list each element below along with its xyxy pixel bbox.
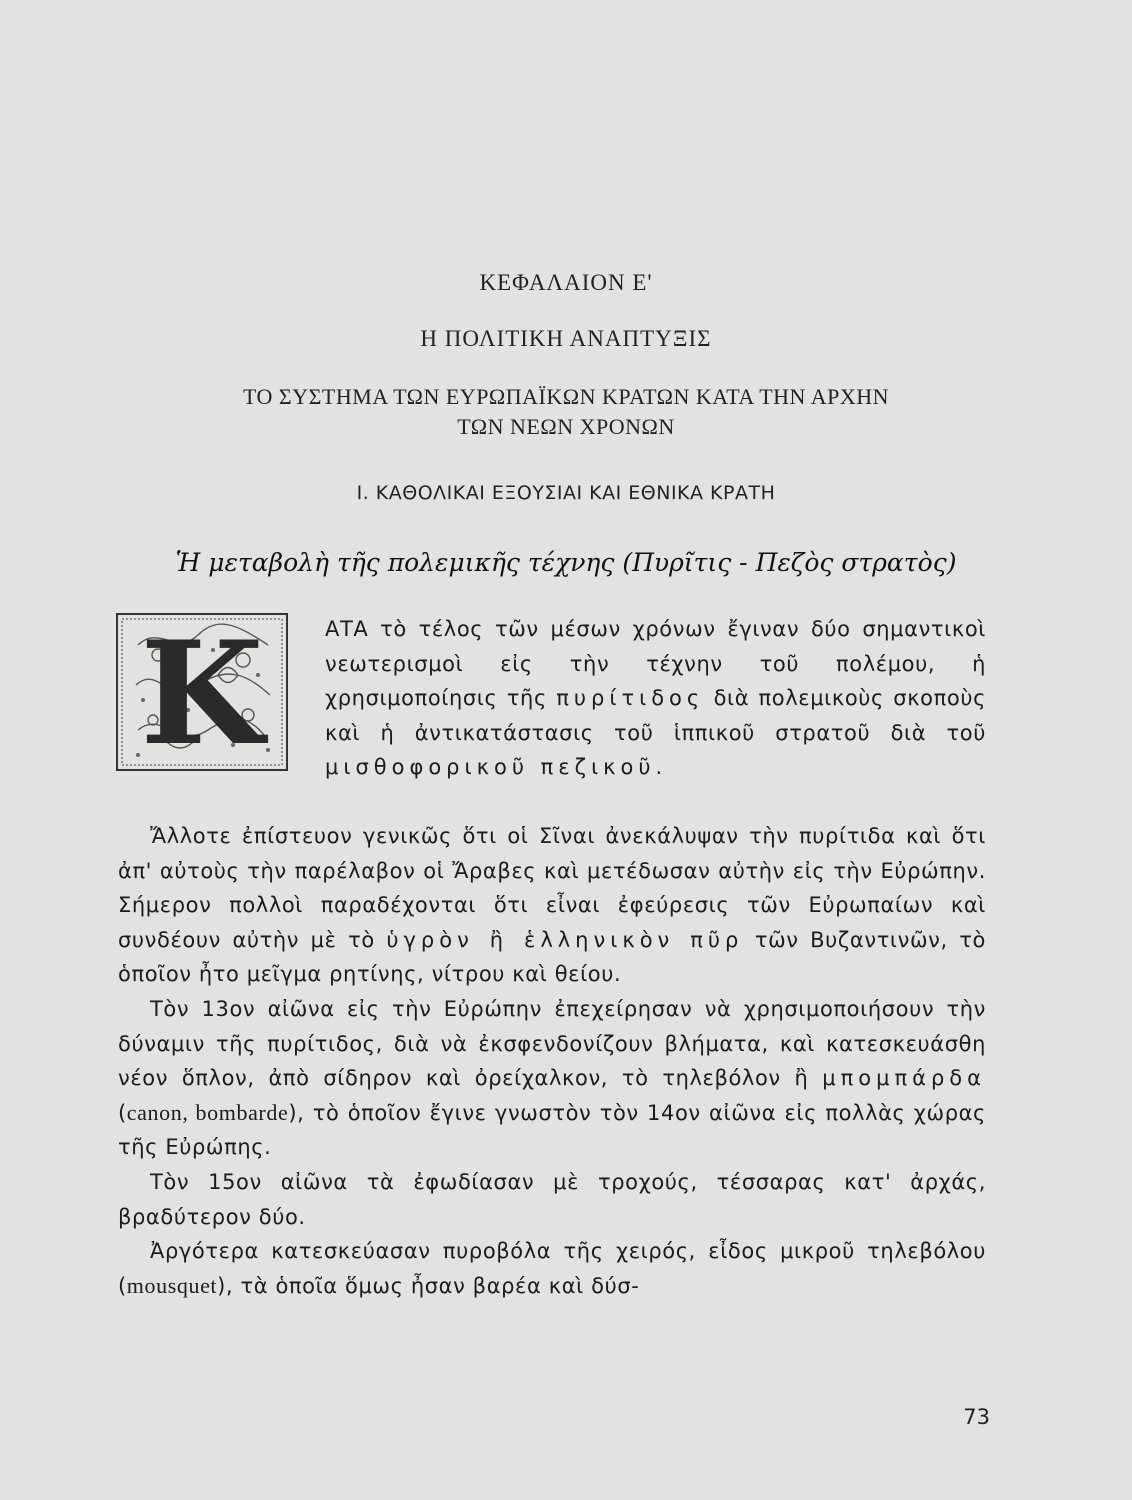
chapter-title: Η ΠΟΛΙΤΙΚΗ ΑΝΑΠΤΥΞΙΣ [420,326,712,351]
paragraph-3-part-e: ), τὸ ὁποῖον ἔγινε γνωστὸν τὸν 14ον αἰῶνα εἰς πολλὰς χώρας τῆς Εὐρώπης. [118,1100,986,1160]
page-number: 73 [963,1405,990,1429]
paragraph-3-emphasis-bombard: μπομπάρδα [822,1066,986,1091]
paragraph-3-part-a: Τὸν 13ον αἰῶνα εἰς τὴν Εὐρώπην ἐπεχείρησαν νὰ χρησιμοποιήσουν τὴν δύναμιν τῆς πυρίτιδος, διὰ νὰ ἐκσφενδονίζουν βλήματα, καὶ κατεσκευάσθη νέον ὅπλον, ἀπὸ σίδηρον καὶ ὀρείχαλκον, τὸ τηλεβόλον ἢ [118,996,986,1091]
paragraph-1-emphasis-infantry: μισθοφορικοῦ πεζικοῦ. [325,755,668,780]
chapter-subtitle-line-1: ΤΟ ΣΥΣΤΗΜΑ ΤΩΝ ΕΥΡΩΠΑΪΚΩΝ ΚΡΑΤΩΝ ΚΑΤΑ ΤΗΝ ΑΡΧΗΝ [243,384,889,409]
section-subheading: Ἡ μεταβολὴ τῆς πολεμικῆς τέχνης (Πυρῖτις - Πεζὸς στρατὸς) [175,548,957,577]
paragraph-5 [118,1234,986,1303]
paragraph-5-latin-term: mousquet [126,1272,218,1298]
chapter-label: ΚΕΦΑΛΑΙΟΝ Ε' [479,270,653,295]
main-text [118,819,986,1303]
paragraph-1-part-a: ΑΤΑ τὸ τέλος τῶν μέσων χρόνων ἔγιναν δύο σημαντικοὶ νεωτερισμοὶ εἰς τὴν τέχνην τοῦ πολέμου, ἡ χρησιμοποίησις τῆς [325,617,986,711]
chapter-subtitle [0,382,1132,442]
paragraph-2-emphasis-greek-fire: ὑγρὸν ἢ ἑλληνικὸν πῦρ [386,927,744,952]
section-heading: Ι. ΚΑΘΟΛΙΚΑΙ ΕΞΟΥΣΙΑΙ ΚΑΙ ΕΘΝΙΚΑ ΚΡΑΤΗ [356,482,776,504]
chapter-subtitle-line-2: ΤΩΝ ΝΕΩΝ ΧΡΟΝΩΝ [457,414,675,439]
paragraph-5-part-c: ), τὰ ὁποῖα ὅμως ἦσαν βαρέα καὶ δύσ- [217,1273,640,1298]
paragraph-4: Τὸν 15ον αἰῶνα τὰ ἐφωδίασαν μὲ τροχούς, τέσσαρας κατ' ἀρχάς, βραδύτερον δύο. [118,1169,986,1229]
ornamental-dropcap [116,611,288,777]
dropcap-letter: Κ [140,611,264,777]
paragraph-1-part-c: διὰ πολεμικοὺς σκοποὺς καὶ ἡ ἀντικατάστασις τοῦ ἱππικοῦ στρατοῦ διὰ τοῦ [325,686,987,745]
paragraph-5-part-a: Ἀργότερα κατεσκεύασαν πυροβόλα τῆς χειρός, εἶδος μικροῦ τηλεβόλου ( [118,1239,986,1298]
paragraph-3 [118,992,986,1165]
paragraph-2-part-a: Ἄλλοτε ἐπίστευον γενικῶς ὅτι οἱ Σῖναι ἀνεκάλυψαν τὴν πυρίτιδα καὶ ὅτι ἀπ' αὐτοὺς τὴν παρέλαβον οἱ Ἄραβες καὶ μετέδωσαν αὐτὴν εἰς τὴν Εὐρώπην. Σήμερον πολλοὶ παραδέχονται ὅτι εἶναι ἐφεύρεσις τῶν Εὐρωπαίων καὶ συνδέουν αὐτὴν μὲ τὸ [118,824,986,952]
paragraph-1-emphasis-gunpowder: πυρίτιδος [556,686,705,711]
paragraph-3-part-b: ( [118,1100,127,1125]
paragraph-2 [118,819,986,992]
paragraph-3-latin-terms: canon, bombarde [126,1099,289,1125]
paragraph-2-part-c: τῶν Βυζαντινῶν, τὸ ὁποῖον ἦτο μεῖγμα ρητίνης, νίτρου καὶ θείου. [118,927,986,987]
paragraph-first [325,612,986,785]
